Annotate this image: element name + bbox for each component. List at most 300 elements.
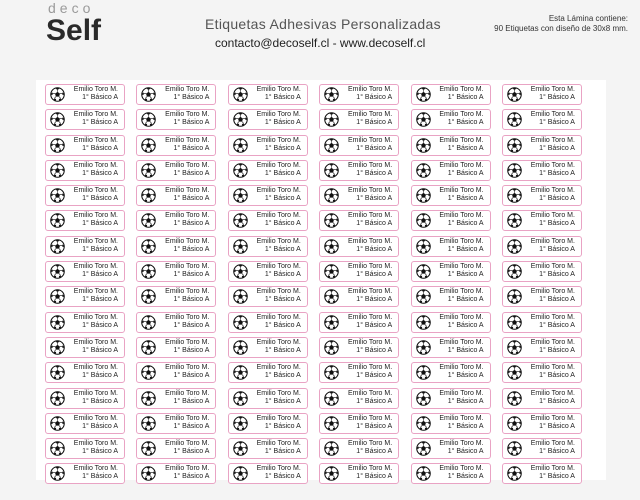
name-label xyxy=(45,84,125,105)
name-label xyxy=(319,337,399,358)
label-grade-text: 1° Básico A xyxy=(82,372,118,380)
label-grade-text: 1° Básico A xyxy=(539,195,575,203)
label-grade-text: 1° Básico A xyxy=(447,422,484,430)
soccer-ball-icon xyxy=(416,466,431,481)
label-grade-text: 1° Básico A xyxy=(173,397,210,405)
label-grade-text: 1° Básico A xyxy=(264,144,301,152)
name-label xyxy=(228,210,308,231)
label-grade-text: 1° Básico A xyxy=(356,473,393,481)
soccer-ball-icon xyxy=(507,416,522,431)
label-grade-text: 1° Básico A xyxy=(82,271,118,279)
label-grade-text: 1° Básico A xyxy=(173,321,210,329)
label-grade-text: 1° Básico A xyxy=(173,245,210,253)
soccer-ball-icon xyxy=(324,213,339,228)
label-name-text: Emilio Toro M. xyxy=(73,288,118,296)
soccer-ball-icon xyxy=(233,466,248,481)
soccer-ball-icon xyxy=(324,138,339,153)
label-name-text: Emilio Toro M. xyxy=(256,364,301,372)
name-label xyxy=(319,312,399,333)
name-label xyxy=(502,362,582,383)
name-label xyxy=(319,84,399,105)
name-label xyxy=(45,236,125,257)
name-label xyxy=(228,312,308,333)
name-label xyxy=(136,312,216,333)
soccer-ball-icon xyxy=(233,264,248,279)
label-grade-text: 1° Básico A xyxy=(356,346,393,354)
name-label xyxy=(411,185,491,206)
label-grade-text: 1° Básico A xyxy=(173,422,210,430)
name-label xyxy=(502,135,582,156)
name-label xyxy=(45,185,125,206)
soccer-ball-icon xyxy=(141,340,156,355)
name-label xyxy=(502,438,582,459)
label-name-text: Emilio Toro M. xyxy=(347,414,393,422)
label-grid xyxy=(45,84,582,484)
soccer-ball-icon xyxy=(416,289,431,304)
name-label xyxy=(228,185,308,206)
label-grade-text: 1° Básico A xyxy=(264,119,301,127)
soccer-ball-icon xyxy=(50,466,65,481)
name-label xyxy=(319,210,399,231)
soccer-ball-icon xyxy=(50,441,65,456)
label-grade-text: 1° Básico A xyxy=(82,245,118,253)
name-label xyxy=(228,362,308,383)
label-grade-text: 1° Básico A xyxy=(173,119,210,127)
soccer-ball-icon xyxy=(324,289,339,304)
label-grade-text: 1° Básico A xyxy=(539,271,575,279)
label-name-text: Emilio Toro M. xyxy=(530,389,575,397)
soccer-ball-icon xyxy=(233,188,248,203)
name-label xyxy=(45,413,125,434)
soccer-ball-icon xyxy=(416,163,431,178)
name-label xyxy=(319,261,399,282)
label-grade-text: 1° Básico A xyxy=(447,448,484,456)
label-name-text: Emilio Toro M. xyxy=(530,136,575,144)
label-name-text: Emilio Toro M. xyxy=(530,465,575,473)
soccer-ball-icon xyxy=(507,391,522,406)
label-grade-text: 1° Básico A xyxy=(173,372,210,380)
label-grade-text: 1° Básico A xyxy=(82,422,118,430)
label-grade-text: 1° Básico A xyxy=(356,94,393,101)
label-grade-text: 1° Básico A xyxy=(173,220,210,228)
label-name-text: Emilio Toro M. xyxy=(347,338,393,346)
soccer-ball-icon xyxy=(233,416,248,431)
label-grade-text: 1° Básico A xyxy=(173,346,210,354)
name-label xyxy=(502,185,582,206)
name-label xyxy=(319,109,399,130)
label-grade-text: 1° Básico A xyxy=(447,473,484,481)
label-grade-text: 1° Básico A xyxy=(82,195,118,203)
name-label xyxy=(136,261,216,282)
label-grade-text: 1° Básico A xyxy=(82,220,118,228)
label-name-text: Emilio Toro M. xyxy=(256,389,301,397)
name-label xyxy=(411,84,491,105)
name-label xyxy=(411,160,491,181)
name-label xyxy=(45,109,125,130)
label-name-text: Emilio Toro M. xyxy=(439,338,484,346)
label-grade-text: 1° Básico A xyxy=(264,195,301,203)
soccer-ball-icon xyxy=(416,112,431,127)
label-name-text: Emilio Toro M. xyxy=(165,263,210,271)
soccer-ball-icon xyxy=(141,466,156,481)
label-grade-text: 1° Básico A xyxy=(356,220,393,228)
label-grade-text: 1° Básico A xyxy=(82,397,118,405)
label-name-text: Emilio Toro M. xyxy=(439,288,484,296)
label-name-text: Emilio Toro M. xyxy=(73,212,118,220)
label-name-text: Emilio Toro M. xyxy=(530,187,575,195)
soccer-ball-icon xyxy=(141,264,156,279)
soccer-ball-icon xyxy=(507,239,522,254)
soccer-ball-icon xyxy=(50,340,65,355)
soccer-ball-icon xyxy=(416,365,431,380)
label-name-text: Emilio Toro M. xyxy=(165,440,210,448)
label-name-text: Emilio Toro M. xyxy=(439,364,484,372)
name-label xyxy=(411,286,491,307)
label-name-text: Emilio Toro M. xyxy=(73,237,118,245)
soccer-ball-icon xyxy=(416,315,431,330)
soccer-ball-icon xyxy=(416,188,431,203)
name-label xyxy=(502,463,582,484)
label-grade-text: 1° Básico A xyxy=(539,296,575,304)
label-grade-text: 1° Básico A xyxy=(356,119,393,127)
soccer-ball-icon xyxy=(50,416,65,431)
name-label xyxy=(45,337,125,358)
name-label xyxy=(319,160,399,181)
label-name-text: Emilio Toro M. xyxy=(73,465,118,473)
soccer-ball-icon xyxy=(233,163,248,178)
name-label xyxy=(136,109,216,130)
label-grade-text: 1° Básico A xyxy=(447,169,484,177)
label-name-text: Emilio Toro M. xyxy=(256,440,301,448)
label-grade-text: 1° Básico A xyxy=(264,397,301,405)
label-grade-text: 1° Básico A xyxy=(173,448,210,456)
sheet-info xyxy=(494,14,628,34)
name-label xyxy=(136,286,216,307)
label-grade-text: 1° Básico A xyxy=(539,397,575,405)
label-grade-text: 1° Básico A xyxy=(447,321,484,329)
label-name-text: Emilio Toro M. xyxy=(165,212,210,220)
soccer-ball-icon xyxy=(507,112,522,127)
name-label xyxy=(136,362,216,383)
name-label xyxy=(319,286,399,307)
name-label xyxy=(502,236,582,257)
label-grade-text: 1° Básico A xyxy=(173,169,210,177)
soccer-ball-icon xyxy=(507,163,522,178)
label-name-text: Emilio Toro M. xyxy=(73,263,118,271)
label-grade-text: 1° Básico A xyxy=(173,473,210,481)
label-grade-text: 1° Básico A xyxy=(356,422,393,430)
name-label xyxy=(411,388,491,409)
page-title: Etiquetas Adhesivas Personalizadas xyxy=(205,16,441,32)
name-label xyxy=(136,413,216,434)
label-name-text: Emilio Toro M. xyxy=(530,111,575,119)
label-name-text: Emilio Toro M. xyxy=(347,313,393,321)
label-name-text: Emilio Toro M. xyxy=(256,161,301,169)
name-label xyxy=(502,312,582,333)
soccer-ball-icon xyxy=(324,239,339,254)
soccer-ball-icon xyxy=(50,315,65,330)
soccer-ball-icon xyxy=(416,340,431,355)
label-name-text: Emilio Toro M. xyxy=(347,212,393,220)
name-label xyxy=(319,236,399,257)
label-grade-text: 1° Básico A xyxy=(173,271,210,279)
label-name-text: Emilio Toro M. xyxy=(530,263,575,271)
label-name-text: Emilio Toro M. xyxy=(347,86,393,93)
label-name-text: Emilio Toro M. xyxy=(530,161,575,169)
name-label xyxy=(228,261,308,282)
label-grade-text: 1° Básico A xyxy=(264,422,301,430)
name-label xyxy=(228,160,308,181)
label-grade-text: 1° Básico A xyxy=(447,346,484,354)
label-grade-text: 1° Básico A xyxy=(82,119,118,127)
name-label xyxy=(319,135,399,156)
label-grade-text: 1° Básico A xyxy=(356,195,393,203)
name-label xyxy=(411,210,491,231)
label-grade-text: 1° Básico A xyxy=(173,296,210,304)
label-grade-text: 1° Básico A xyxy=(264,346,301,354)
name-label xyxy=(228,413,308,434)
soccer-ball-icon xyxy=(233,112,248,127)
name-label xyxy=(136,337,216,358)
name-label xyxy=(411,337,491,358)
label-grade-text: 1° Básico A xyxy=(264,271,301,279)
name-label xyxy=(228,135,308,156)
soccer-ball-icon xyxy=(324,315,339,330)
soccer-ball-icon xyxy=(141,365,156,380)
label-name-text: Emilio Toro M. xyxy=(256,338,301,346)
soccer-ball-icon xyxy=(141,289,156,304)
contact-line: contacto@decoself.cl - www.decoself.cl xyxy=(215,36,426,50)
soccer-ball-icon xyxy=(324,441,339,456)
label-grade-text: 1° Básico A xyxy=(82,296,118,304)
label-grade-text: 1° Básico A xyxy=(356,245,393,253)
label-grade-text: 1° Básico A xyxy=(264,473,301,481)
label-name-text: Emilio Toro M. xyxy=(439,389,484,397)
name-label xyxy=(502,160,582,181)
soccer-ball-icon xyxy=(507,264,522,279)
soccer-ball-icon xyxy=(141,416,156,431)
soccer-ball-icon xyxy=(507,315,522,330)
name-label xyxy=(45,312,125,333)
soccer-ball-icon xyxy=(416,87,431,102)
name-label xyxy=(228,286,308,307)
soccer-ball-icon xyxy=(233,87,248,102)
label-name-text: Emilio Toro M. xyxy=(347,187,393,195)
soccer-ball-icon xyxy=(141,138,156,153)
label-name-text: Emilio Toro M. xyxy=(256,237,301,245)
name-label xyxy=(319,388,399,409)
label-name-text: Emilio Toro M. xyxy=(439,313,484,321)
label-grade-text: 1° Básico A xyxy=(82,473,118,481)
name-label xyxy=(45,210,125,231)
label-grade-text: 1° Básico A xyxy=(264,372,301,380)
label-name-text: Emilio Toro M. xyxy=(165,364,210,372)
name-label xyxy=(502,84,582,105)
label-name-text: Emilio Toro M. xyxy=(73,313,118,321)
soccer-ball-icon xyxy=(233,340,248,355)
label-grade-text: 1° Básico A xyxy=(82,94,118,101)
label-name-text: Emilio Toro M. xyxy=(256,136,301,144)
soccer-ball-icon xyxy=(507,340,522,355)
name-label xyxy=(502,413,582,434)
soccer-ball-icon xyxy=(416,138,431,153)
soccer-ball-icon xyxy=(233,213,248,228)
soccer-ball-icon xyxy=(50,112,65,127)
label-grade-text: 1° Básico A xyxy=(82,144,118,152)
sheet-info-line1: Esta Lámina contiene: xyxy=(548,14,628,23)
soccer-ball-icon xyxy=(507,213,522,228)
name-label xyxy=(136,236,216,257)
soccer-ball-icon xyxy=(324,188,339,203)
label-name-text: Emilio Toro M. xyxy=(73,389,118,397)
name-label xyxy=(502,210,582,231)
soccer-ball-icon xyxy=(141,441,156,456)
label-grade-text: 1° Básico A xyxy=(447,94,484,101)
label-grade-text: 1° Básico A xyxy=(539,448,575,456)
soccer-ball-icon xyxy=(233,138,248,153)
soccer-ball-icon xyxy=(50,264,65,279)
name-label xyxy=(136,160,216,181)
name-label xyxy=(136,388,216,409)
label-grade-text: 1° Básico A xyxy=(539,473,575,481)
name-label xyxy=(411,261,491,282)
soccer-ball-icon xyxy=(50,289,65,304)
label-name-text: Emilio Toro M. xyxy=(439,237,484,245)
label-name-text: Emilio Toro M. xyxy=(73,440,118,448)
name-label xyxy=(411,236,491,257)
name-label xyxy=(502,388,582,409)
label-name-text: Emilio Toro M. xyxy=(256,288,301,296)
soccer-ball-icon xyxy=(324,163,339,178)
name-label xyxy=(45,362,125,383)
soccer-ball-icon xyxy=(507,138,522,153)
name-label xyxy=(45,388,125,409)
label-grade-text: 1° Básico A xyxy=(539,119,575,127)
label-grade-text: 1° Básico A xyxy=(264,169,301,177)
soccer-ball-icon xyxy=(324,112,339,127)
label-name-text: Emilio Toro M. xyxy=(530,86,575,93)
label-name-text: Emilio Toro M. xyxy=(439,440,484,448)
name-label xyxy=(136,210,216,231)
label-grade-text: 1° Básico A xyxy=(447,220,484,228)
soccer-ball-icon xyxy=(233,365,248,380)
soccer-ball-icon xyxy=(50,87,65,102)
label-grade-text: 1° Básico A xyxy=(356,144,393,152)
label-grade-text: 1° Básico A xyxy=(264,245,301,253)
label-name-text: Emilio Toro M. xyxy=(73,338,118,346)
label-grade-text: 1° Básico A xyxy=(264,448,301,456)
name-label xyxy=(411,109,491,130)
label-name-text: Emilio Toro M. xyxy=(165,187,210,195)
label-name-text: Emilio Toro M. xyxy=(347,440,393,448)
label-grade-text: 1° Básico A xyxy=(447,119,484,127)
label-grade-text: 1° Básico A xyxy=(447,397,484,405)
soccer-ball-icon xyxy=(50,138,65,153)
label-grade-text: 1° Básico A xyxy=(539,422,575,430)
label-grade-text: 1° Básico A xyxy=(539,220,575,228)
label-name-text: Emilio Toro M. xyxy=(530,364,575,372)
label-grade-text: 1° Básico A xyxy=(447,245,484,253)
soccer-ball-icon xyxy=(324,365,339,380)
label-name-text: Emilio Toro M. xyxy=(530,237,575,245)
label-name-text: Emilio Toro M. xyxy=(73,364,118,372)
label-name-text: Emilio Toro M. xyxy=(347,136,393,144)
name-label xyxy=(502,261,582,282)
label-name-text: Emilio Toro M. xyxy=(530,313,575,321)
soccer-ball-icon xyxy=(507,188,522,203)
logo-deco-text: deco xyxy=(48,0,95,16)
label-grade-text: 1° Básico A xyxy=(447,271,484,279)
label-grade-text: 1° Básico A xyxy=(356,448,393,456)
name-label xyxy=(228,337,308,358)
soccer-ball-icon xyxy=(233,289,248,304)
soccer-ball-icon xyxy=(324,340,339,355)
label-grade-text: 1° Básico A xyxy=(264,94,301,101)
label-name-text: Emilio Toro M. xyxy=(256,313,301,321)
soccer-ball-icon xyxy=(507,289,522,304)
soccer-ball-icon xyxy=(141,391,156,406)
label-name-text: Emilio Toro M. xyxy=(439,111,484,119)
soccer-ball-icon xyxy=(141,188,156,203)
name-label xyxy=(319,185,399,206)
label-name-text: Emilio Toro M. xyxy=(256,187,301,195)
sheet-info-line2: 90 Etiquetas con diseño de 30x8 mm. xyxy=(494,24,628,33)
label-grade-text: 1° Básico A xyxy=(447,372,484,380)
label-name-text: Emilio Toro M. xyxy=(165,86,210,93)
label-name-text: Emilio Toro M. xyxy=(439,86,484,93)
name-label xyxy=(136,463,216,484)
label-name-text: Emilio Toro M. xyxy=(73,111,118,119)
label-name-text: Emilio Toro M. xyxy=(165,389,210,397)
label-grade-text: 1° Básico A xyxy=(447,296,484,304)
label-grade-text: 1° Básico A xyxy=(356,169,393,177)
name-label xyxy=(45,286,125,307)
label-grade-text: 1° Básico A xyxy=(264,321,301,329)
soccer-ball-icon xyxy=(324,466,339,481)
label-grade-text: 1° Básico A xyxy=(539,94,575,101)
label-name-text: Emilio Toro M. xyxy=(73,136,118,144)
name-label xyxy=(319,362,399,383)
name-label xyxy=(45,438,125,459)
soccer-ball-icon xyxy=(416,441,431,456)
label-grade-text: 1° Básico A xyxy=(356,397,393,405)
label-grade-text: 1° Básico A xyxy=(539,245,575,253)
soccer-ball-icon xyxy=(507,466,522,481)
soccer-ball-icon xyxy=(233,441,248,456)
label-name-text: Emilio Toro M. xyxy=(73,414,118,422)
name-label xyxy=(411,463,491,484)
label-name-text: Emilio Toro M. xyxy=(530,414,575,422)
label-name-text: Emilio Toro M. xyxy=(347,237,393,245)
label-grade-text: 1° Básico A xyxy=(356,321,393,329)
label-name-text: Emilio Toro M. xyxy=(347,263,393,271)
soccer-ball-icon xyxy=(507,441,522,456)
soccer-ball-icon xyxy=(141,163,156,178)
label-name-text: Emilio Toro M. xyxy=(347,288,393,296)
label-grade-text: 1° Básico A xyxy=(264,220,301,228)
label-grade-text: 1° Básico A xyxy=(173,195,210,203)
soccer-ball-icon xyxy=(324,264,339,279)
label-grade-text: 1° Básico A xyxy=(173,94,210,101)
label-grade-text: 1° Básico A xyxy=(173,144,210,152)
label-name-text: Emilio Toro M. xyxy=(347,364,393,372)
soccer-ball-icon xyxy=(324,87,339,102)
name-label xyxy=(411,413,491,434)
label-name-text: Emilio Toro M. xyxy=(347,111,393,119)
soccer-ball-icon xyxy=(50,163,65,178)
soccer-ball-icon xyxy=(416,416,431,431)
name-label xyxy=(45,135,125,156)
